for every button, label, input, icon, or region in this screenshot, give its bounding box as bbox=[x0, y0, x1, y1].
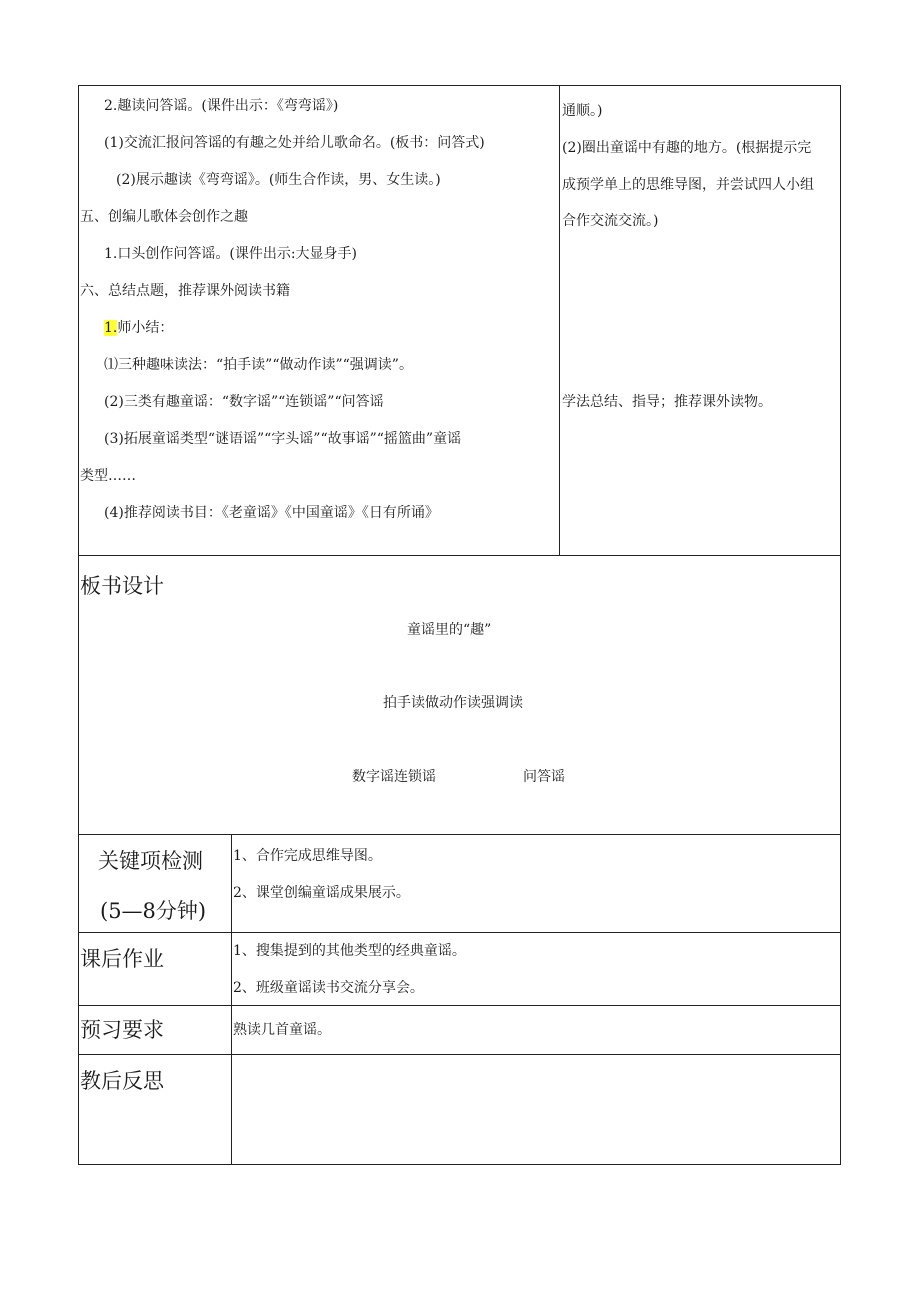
process-line: (2)展示趣读《弯弯谣》。(师生合作读，男、女生读。) bbox=[116, 172, 441, 188]
process-line: (3)拓展童谣类型“谜语谣”“字头谣”“故事谣”“摇篮曲”童谣 bbox=[104, 431, 462, 447]
board-design-heading: 板书设计 bbox=[80, 574, 164, 598]
row-divider-homework bbox=[78, 932, 841, 933]
process-line: 2.趣读问答谣。(课件出示：《弯弯谣》) bbox=[104, 98, 339, 114]
activity-line: 通顺。) bbox=[562, 103, 603, 119]
process-column-divider bbox=[559, 85, 560, 555]
section-heading: 五、创编儿歌体会创作之趣 bbox=[80, 209, 248, 225]
row-divider-preview bbox=[78, 1005, 841, 1006]
summary-label: 师小结： bbox=[117, 320, 174, 336]
activity-line: 成预学单上的思维导图，并尝试四人小组 bbox=[562, 177, 814, 193]
key-check-duration: (5—8分钟) bbox=[100, 899, 207, 923]
process-line: 类型…… bbox=[80, 468, 136, 484]
key-check-item: 2、课堂创编童谣成果展示。 bbox=[233, 885, 410, 901]
reflection-label: 教后反思 bbox=[80, 1069, 164, 1093]
section-heading: 六、总结点题，推荐课外阅读书籍 bbox=[80, 283, 290, 299]
process-line: (1)交流汇报问答谣的有趣之处并给儿歌命名。(板书：问答式) bbox=[104, 135, 485, 151]
board-rhyme-type-qa: 问答谣 bbox=[523, 769, 565, 785]
process-line: (4)推荐阅读书目：《老童谣》《中国童谣》《日有所诵》 bbox=[104, 505, 439, 521]
process-line: (2)三类有趣童谣：“数字谣”“连锁谣”“问答谣 bbox=[104, 394, 384, 410]
row-divider-keycheck bbox=[78, 834, 841, 835]
board-rhyme-types: 数字谣连锁谣 bbox=[352, 769, 436, 785]
homework-label: 课后作业 bbox=[80, 947, 164, 971]
homework-item: 1、搜集提到的其他类型的经典童谣。 bbox=[233, 943, 466, 959]
board-reading-methods: 拍手读做动作读强调读 bbox=[383, 695, 523, 711]
process-line bbox=[104, 319, 173, 337]
row-divider-board bbox=[78, 555, 841, 556]
activity-line: (2)圈出童谣中有趣的地方。(根据提示完 bbox=[562, 140, 812, 156]
key-check-item: 1、合作完成思维导图。 bbox=[233, 848, 382, 864]
row-divider-reflection bbox=[78, 1054, 841, 1055]
highlighted-number: 1. bbox=[104, 320, 118, 336]
process-line: ⑴三种趣味读法：“拍手读”“做动作读”“强调读”。 bbox=[104, 357, 413, 373]
activity-line: 学法总结、指导；推荐课外读物。 bbox=[562, 394, 772, 410]
key-check-label: 关键项检测 bbox=[98, 849, 203, 873]
activity-line: 合作交流交流。) bbox=[562, 213, 659, 229]
process-line: 1.口头创作问答谣。(课件出示:大显身手) bbox=[104, 246, 357, 262]
label-column-divider bbox=[231, 834, 232, 1165]
board-title: 童谣里的“趣” bbox=[407, 622, 492, 638]
preview-text: 熟读几首童谣。 bbox=[233, 1022, 331, 1038]
preview-label: 预习要求 bbox=[80, 1018, 164, 1042]
homework-item: 2、班级童谣读书交流分享会。 bbox=[233, 980, 424, 996]
